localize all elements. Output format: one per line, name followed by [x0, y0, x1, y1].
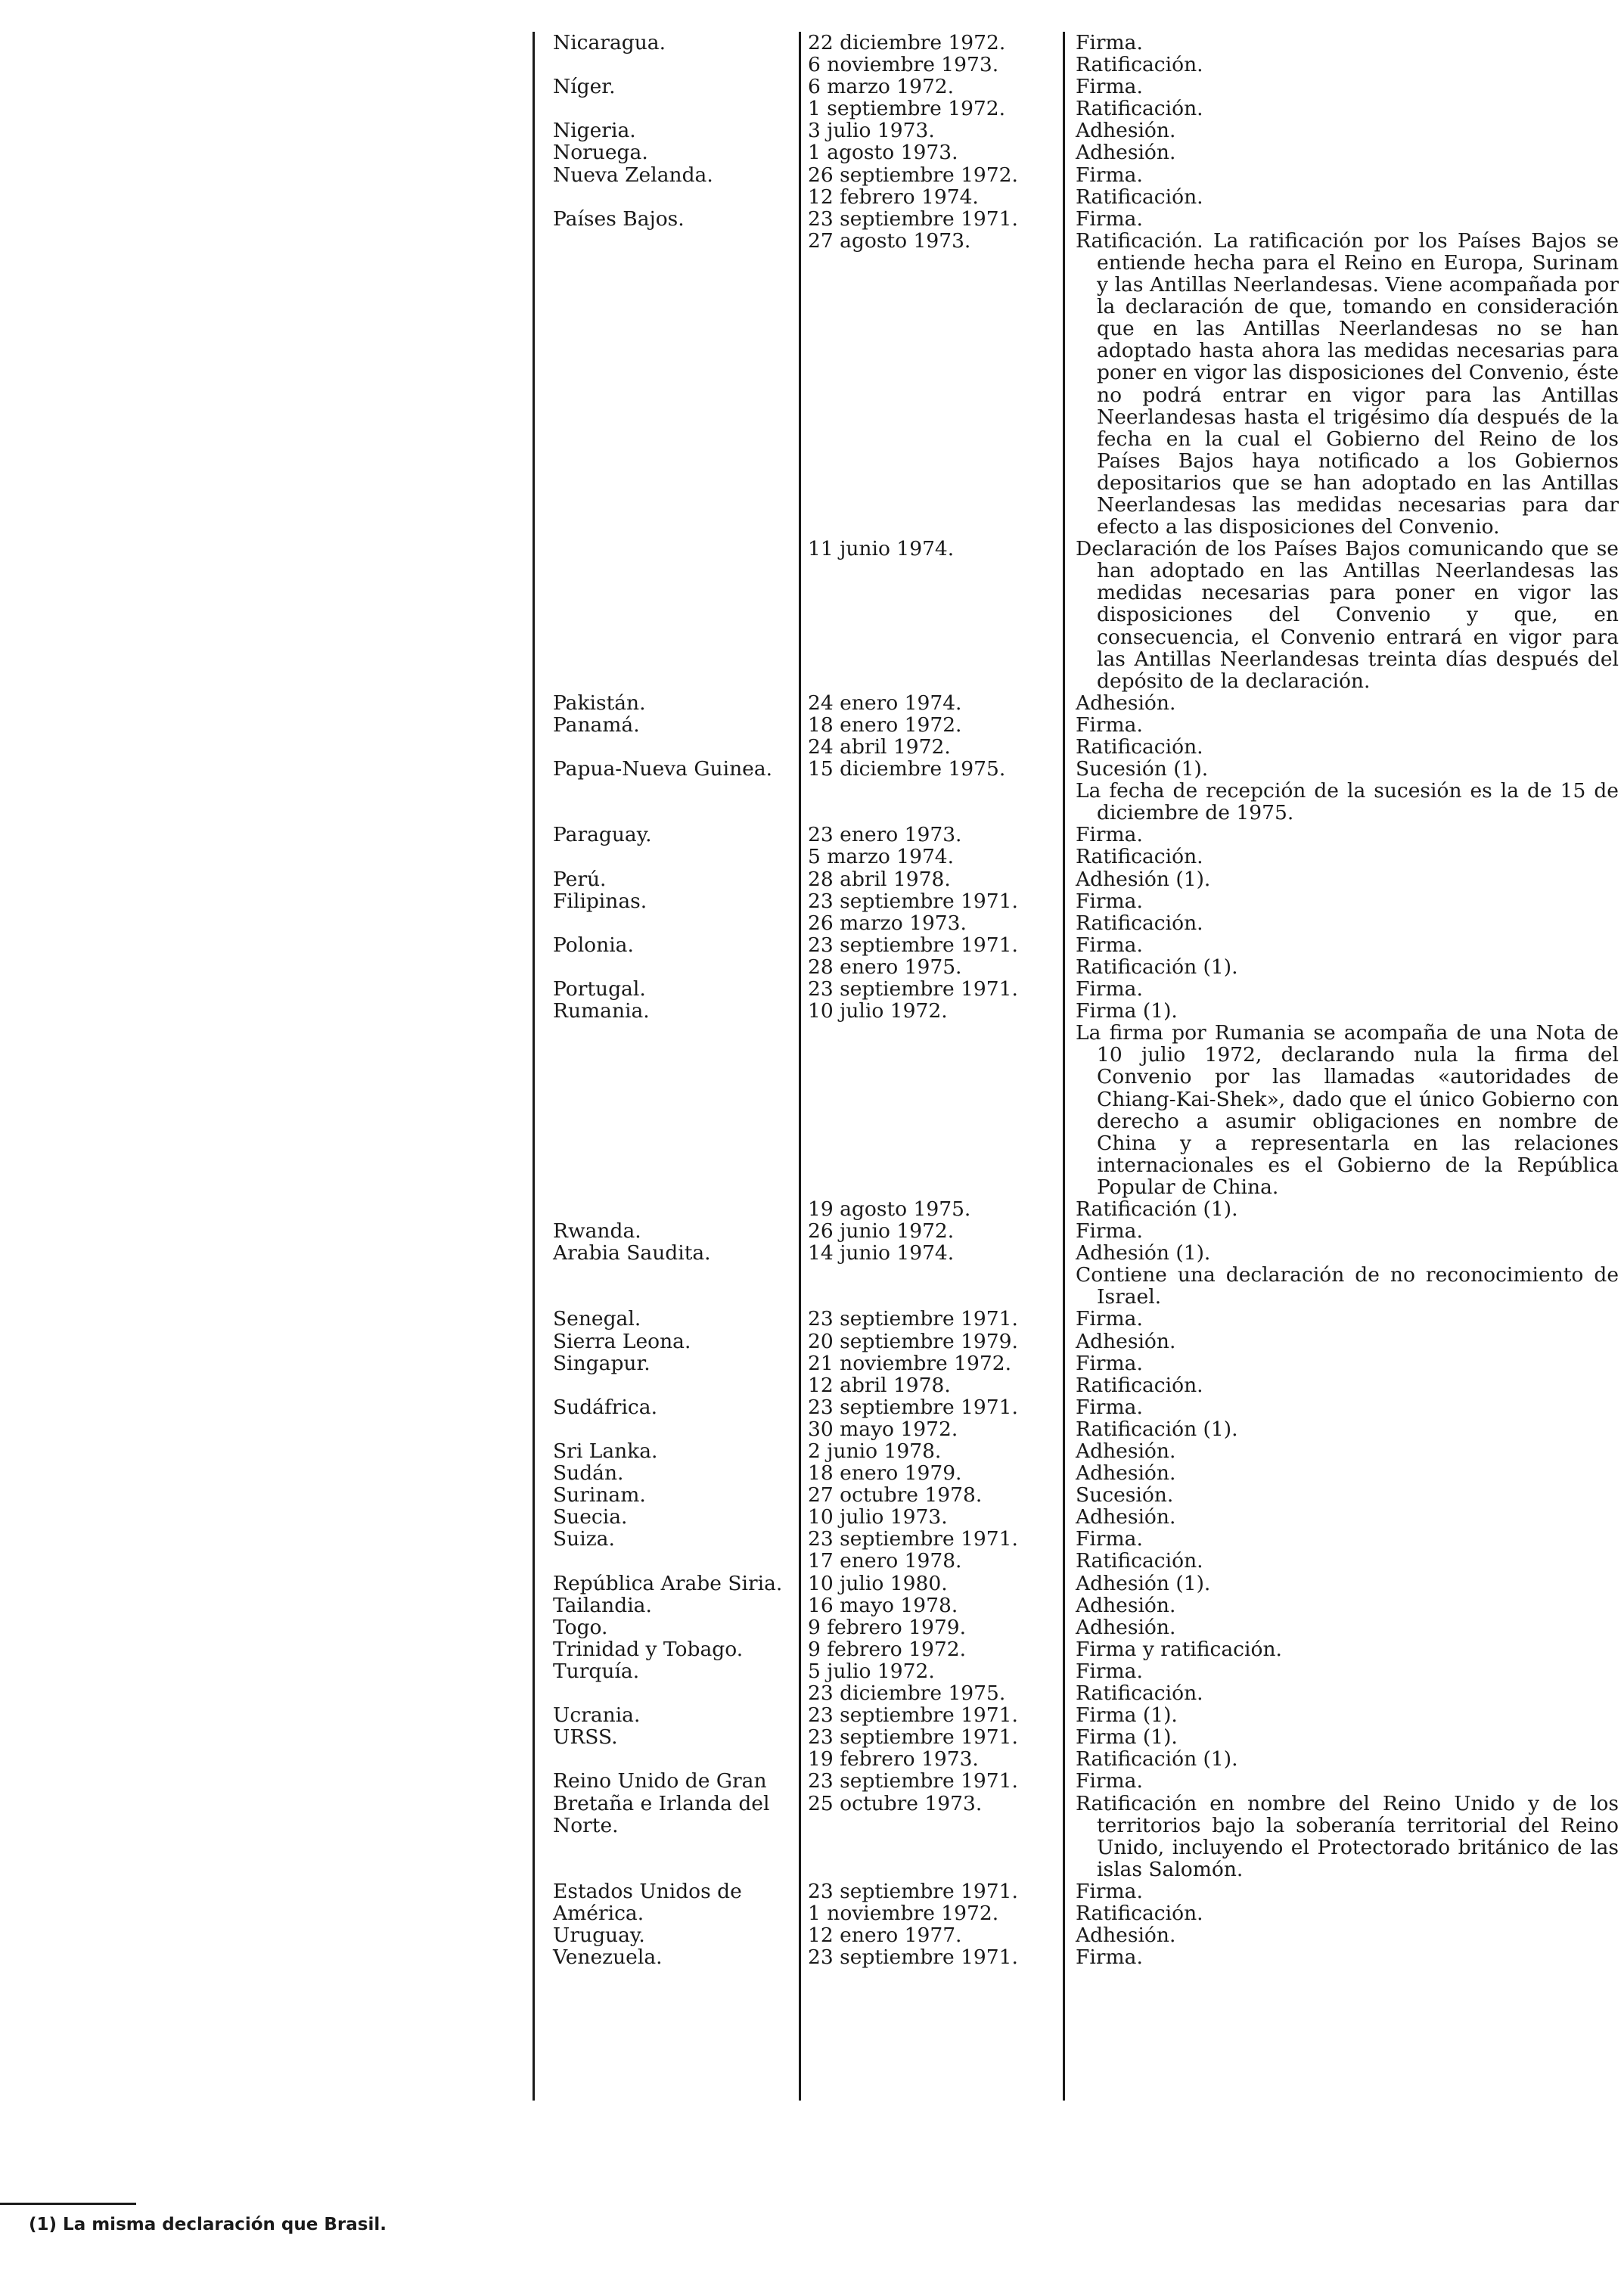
table-row — [533, 1506, 1622, 1528]
dates-cell — [799, 1528, 1070, 1572]
actions-cell — [1070, 120, 1622, 141]
action-text: Firma (1). — [1076, 999, 1178, 1023]
actions-cell — [1070, 1440, 1622, 1462]
actions-cell — [1070, 1484, 1622, 1506]
date: 24 enero 1974. — [808, 691, 962, 715]
actions-cell — [1070, 1660, 1622, 1704]
dates-cell — [799, 1396, 1070, 1440]
country-name: Uruguay. — [553, 1924, 645, 1948]
action-text: Adhesión. — [1076, 1329, 1176, 1353]
dates-cell — [799, 1880, 1070, 1924]
action-text: Ratificación. — [1076, 1373, 1203, 1397]
table-row — [533, 824, 1622, 868]
action-text: Ratificación. — [1076, 185, 1203, 209]
date: 16 mayo 1978. — [808, 1593, 958, 1617]
action-text: Ratificación. — [1076, 1681, 1203, 1706]
date: 21 noviembre 1972. — [808, 1351, 1012, 1375]
country-name: Filipinas. — [553, 889, 647, 913]
actions-cell — [1070, 230, 1622, 538]
table-row — [533, 1308, 1622, 1330]
action-text: Adhesión. — [1076, 691, 1176, 715]
table-row — [533, 1462, 1622, 1484]
action-text: Ratificación. — [1076, 53, 1203, 77]
country-name: Togo. — [553, 1615, 608, 1639]
dates-cell — [799, 714, 1070, 758]
actions-cell — [1070, 1924, 1622, 1946]
action-text: Adhesión (1). — [1076, 867, 1211, 891]
dates-cell — [799, 1198, 1070, 1220]
dates-cell — [799, 692, 1070, 714]
date: 30 mayo 1972. — [808, 1417, 958, 1441]
action-text: Sucesión. — [1076, 1483, 1174, 1508]
date: 1 agosto 1973. — [808, 141, 958, 165]
actions-cell — [1070, 1616, 1622, 1638]
date: 23 septiembre 1971. — [808, 1527, 1018, 1551]
dates-cell — [799, 978, 1070, 1000]
country-name: Panamá. — [553, 713, 640, 737]
table-row — [533, 32, 1622, 76]
date: 14 junio 1974. — [808, 1241, 955, 1265]
country-name: Níger. — [553, 75, 616, 99]
action-text: Ratificación. — [1076, 1549, 1203, 1573]
action-text: Adhesión. — [1076, 1615, 1176, 1639]
actions-cell — [1070, 758, 1622, 824]
actions-cell — [1070, 1396, 1622, 1440]
actions-cell — [1070, 1770, 1622, 1880]
table-row — [533, 1484, 1622, 1506]
date: 23 septiembre 1971. — [808, 933, 1018, 957]
dates-cell — [799, 230, 1070, 538]
dates-cell — [799, 1638, 1070, 1660]
action-text: Firma. — [1076, 1351, 1143, 1375]
date: 6 marzo 1972. — [808, 75, 955, 99]
table-row — [533, 1242, 1622, 1308]
actions-cell — [1070, 1462, 1622, 1484]
action-text: Firma. — [1076, 1659, 1143, 1683]
date: 23 diciembre 1975. — [808, 1681, 1006, 1706]
action-text: Ratificación (1). — [1076, 955, 1238, 979]
country-name: Papua-Nueva Guinea. — [553, 757, 773, 781]
dates-cell — [799, 164, 1070, 208]
dates-cell — [799, 1506, 1070, 1528]
country-name: Suiza. — [553, 1527, 615, 1551]
actions-cell — [1070, 208, 1622, 230]
date: 19 febrero 1973. — [808, 1747, 979, 1772]
actions-cell — [1070, 692, 1622, 714]
date: 23 septiembre 1971. — [808, 206, 1018, 231]
dates-cell — [799, 1616, 1070, 1638]
dates-cell — [799, 1946, 1070, 1968]
country-name: Singapur. — [553, 1351, 651, 1375]
country-name: Suecia. — [553, 1505, 628, 1529]
actions-cell — [1070, 1352, 1622, 1396]
table-row — [533, 208, 1622, 230]
country-name: Noruega. — [553, 141, 648, 165]
dates-cell — [799, 1352, 1070, 1396]
dates-cell — [799, 538, 1070, 692]
country-name: Perú. — [553, 867, 607, 891]
country-name: Nigeria. — [553, 119, 636, 143]
actions-cell — [1070, 978, 1622, 1000]
date: 26 septiembre 1972. — [808, 163, 1018, 187]
dates-cell — [799, 1000, 1070, 1198]
date: 22 diciembre 1972. — [808, 31, 1006, 54]
country-name: Sudáfrica. — [553, 1395, 657, 1419]
country-name — [533, 230, 799, 538]
action-text: Ratificación (1). — [1076, 1197, 1238, 1221]
country-name — [533, 1198, 799, 1220]
dates-cell — [799, 1331, 1070, 1352]
country-name: URSS. — [553, 1725, 618, 1750]
table-row — [533, 1573, 1622, 1595]
action-text: Ratificación (1). — [1076, 1747, 1238, 1772]
dates-cell — [799, 32, 1070, 76]
table-row — [533, 538, 1622, 692]
actions-cell — [1070, 1308, 1622, 1330]
date: 28 enero 1975. — [808, 955, 962, 979]
table-row — [533, 120, 1622, 141]
date: 23 septiembre 1971. — [808, 1703, 1018, 1728]
table-row — [533, 1770, 1622, 1880]
date: 18 enero 1979. — [808, 1461, 962, 1486]
date: 12 abril 1978. — [808, 1373, 951, 1397]
actions-cell — [1070, 1880, 1622, 1924]
country-name: Tailandia. — [553, 1593, 652, 1617]
actions-cell — [1070, 824, 1622, 868]
date: 1 noviembre 1972. — [808, 1901, 999, 1925]
date: 11 junio 1974. — [808, 537, 955, 561]
action-text: Firma. — [1076, 713, 1143, 737]
action-text: Firma y ratificación. — [1076, 1637, 1282, 1661]
date: 10 julio 1980. — [808, 1571, 948, 1595]
action-text: Firma. — [1076, 31, 1143, 54]
table-row — [533, 1198, 1622, 1220]
date: 12 enero 1977. — [808, 1924, 962, 1948]
actions-cell — [1070, 1000, 1622, 1198]
table-row — [533, 1880, 1622, 1924]
actions-cell — [1070, 868, 1622, 890]
table-row — [533, 1638, 1622, 1660]
dates-cell — [799, 208, 1070, 230]
actions-cell — [1070, 1946, 1622, 1968]
action-text: Adhesión. — [1076, 1439, 1176, 1463]
action-text: La fecha de recepción de la sucesión es la de 15 de diciembre de 1975. — [1076, 779, 1619, 825]
actions-cell — [1070, 32, 1622, 76]
dates-cell — [799, 1726, 1070, 1770]
actions-cell — [1070, 76, 1622, 120]
dates-cell — [799, 1924, 1070, 1946]
country-name: Paraguay. — [553, 823, 652, 847]
action-text: Adhesión. — [1076, 141, 1176, 165]
actions-cell — [1070, 1638, 1622, 1660]
country-name: Rumania. — [553, 999, 650, 1023]
date: 3 julio 1973. — [808, 119, 935, 143]
action-text: Firma. — [1076, 933, 1143, 957]
dates-cell — [799, 76, 1070, 120]
table-row — [533, 1726, 1622, 1770]
action-text: Firma. — [1076, 163, 1143, 187]
action-text: Firma. — [1076, 977, 1143, 1001]
action-text: Ratificación (1). — [1076, 1417, 1238, 1441]
action-text: Ratificación en nombre del Reino Unido y de los territorios bajo la soberanía territorial del Reino Unido, incluyendo el Protectorado británico de las islas Salomón. — [1076, 1791, 1619, 1881]
table-row — [533, 868, 1622, 890]
date: 24 abril 1972. — [808, 735, 951, 759]
action-text: Firma. — [1076, 889, 1143, 913]
action-text: Contiene una declaración de no reconocimiento de Israel. — [1076, 1263, 1619, 1309]
table-row — [533, 1946, 1622, 1968]
table-row — [533, 1595, 1622, 1616]
date: 18 enero 1972. — [808, 713, 962, 737]
actions-cell — [1070, 1198, 1622, 1220]
country-name: Sudán. — [553, 1461, 624, 1486]
country-name: Venezuela. — [553, 1945, 663, 1970]
action-text: Firma. — [1076, 1219, 1143, 1244]
actions-cell — [1070, 1573, 1622, 1595]
table-row — [533, 1704, 1622, 1726]
table-row — [533, 141, 1622, 163]
actions-cell — [1070, 141, 1622, 163]
table-row — [533, 230, 1622, 538]
date: 19 agosto 1975. — [808, 1197, 971, 1221]
date: 15 diciembre 1975. — [808, 757, 1006, 781]
table-row — [533, 1000, 1622, 1198]
action-text: Adhesión. — [1076, 1461, 1176, 1486]
country-name: Nicaragua. — [553, 31, 666, 54]
date: 10 julio 1972. — [808, 999, 948, 1023]
date: 5 marzo 1974. — [808, 845, 955, 869]
action-text: Firma. — [1076, 1879, 1143, 1903]
date: 23 septiembre 1971. — [808, 1395, 1018, 1419]
table-row — [533, 76, 1622, 120]
table-row — [533, 1396, 1622, 1440]
dates-cell — [799, 1220, 1070, 1242]
date: 23 enero 1973. — [808, 823, 962, 847]
action-text: Firma. — [1076, 823, 1143, 847]
action-text: Firma. — [1076, 1769, 1143, 1793]
date: 23 septiembre 1971. — [808, 1725, 1018, 1750]
country-name: Pakistán. — [553, 691, 646, 715]
dates-cell — [799, 758, 1070, 824]
actions-cell — [1070, 1220, 1622, 1242]
action-text: Adhesión. — [1076, 119, 1176, 143]
date: 9 febrero 1979. — [808, 1615, 966, 1639]
date: 26 marzo 1973. — [808, 911, 967, 935]
action-text: Ratificación. — [1076, 735, 1203, 759]
actions-cell — [1070, 1704, 1622, 1726]
country-name: Surinam. — [553, 1483, 646, 1508]
country-name: Arabia Saudita. — [553, 1241, 711, 1265]
action-text: Adhesión. — [1076, 1505, 1176, 1529]
date: 20 septiembre 1979. — [808, 1329, 1018, 1353]
country-name: Polonia. — [553, 933, 634, 957]
country-name: Rwanda. — [553, 1219, 641, 1244]
actions-cell — [1070, 1242, 1622, 1308]
country-name: Sri Lanka. — [553, 1439, 658, 1463]
country-name — [533, 538, 799, 692]
actions-cell — [1070, 1331, 1622, 1352]
actions-cell — [1070, 714, 1622, 758]
action-text: Firma. — [1076, 75, 1143, 99]
dates-cell — [799, 1242, 1070, 1308]
dates-cell — [799, 1573, 1070, 1595]
actions-cell — [1070, 1528, 1622, 1572]
date: 9 febrero 1972. — [808, 1637, 966, 1661]
table-row — [533, 714, 1622, 758]
dates-cell — [799, 1704, 1070, 1726]
table-row — [533, 1220, 1622, 1242]
table-row — [533, 934, 1622, 978]
table-row — [533, 978, 1622, 1000]
action-text: Adhesión (1). — [1076, 1571, 1211, 1595]
table-row — [533, 890, 1622, 934]
table-row — [533, 1660, 1622, 1704]
action-text: Firma (1). — [1076, 1703, 1178, 1728]
country-name: Países Bajos. — [553, 206, 685, 231]
date: 1 septiembre 1972. — [808, 97, 1006, 121]
dates-cell — [799, 1308, 1070, 1330]
date: 10 julio 1973. — [808, 1505, 948, 1529]
date: 27 octubre 1978. — [808, 1483, 983, 1508]
dates-cell — [799, 1595, 1070, 1616]
dates-cell — [799, 934, 1070, 978]
table-row — [533, 1924, 1622, 1946]
date: 23 septiembre 1971. — [808, 977, 1018, 1001]
action-text: Firma. — [1076, 206, 1143, 231]
table-row — [533, 692, 1622, 714]
dates-cell — [799, 1462, 1070, 1484]
date: 23 septiembre 1971. — [808, 1879, 1018, 1903]
country-name: Portugal. — [553, 977, 646, 1001]
country-name: Trinidad y Tobago. — [553, 1637, 744, 1661]
date: 23 septiembre 1971. — [808, 1945, 1018, 1970]
table-row — [533, 164, 1622, 208]
date: 27 agosto 1973. — [808, 228, 971, 253]
actions-cell — [1070, 1506, 1622, 1528]
action-text: Ratificación. La ratificación por los Países Bajos se entiende hecha para el Reino en Europa, Surinam y las Antillas Neerlandesas. Viene acompañada por la declaración de que, tomando en consideración que en las Antillas Neerlandesas no se han adoptado hasta ahora las medidas necesarias para poner en vigor las disposiciones del Convenio, éste no podrá entrar en vigor para las Antillas Neerlandesas hasta el trigésimo día después de la fecha en la cual el Gobierno del Reino de los Países Bajos haya notificado a los Gobiernos depositarios que se han adoptado en las Antillas Neerlandesas las medidas necesarias para dar efecto a las disposiciones del Convenio. — [1076, 228, 1619, 539]
country-name: República Arabe Siria. — [553, 1571, 783, 1595]
action-text: Firma. — [1076, 1395, 1143, 1419]
dates-cell — [799, 824, 1070, 868]
date: 23 septiembre 1971. — [808, 1769, 1018, 1793]
dates-cell — [799, 1440, 1070, 1462]
dates-cell — [799, 120, 1070, 141]
dates-cell — [799, 890, 1070, 934]
country-name: Ucrania. — [553, 1703, 641, 1728]
country-name: Nueva Zelanda. — [553, 163, 713, 187]
actions-cell — [1070, 934, 1622, 978]
table-row — [533, 1352, 1622, 1396]
action-text: Firma. — [1076, 1527, 1143, 1551]
table-row — [533, 1528, 1622, 1572]
date: 5 julio 1972. — [808, 1659, 935, 1683]
action-text: Firma. — [1076, 1945, 1143, 1970]
action-text: Ratificación. — [1076, 1901, 1203, 1925]
action-text: Ratificación. — [1076, 97, 1203, 121]
action-text: Adhesión. — [1076, 1593, 1176, 1617]
action-text: Firma. — [1076, 1307, 1143, 1331]
action-text: Ratificación. — [1076, 845, 1203, 869]
date: 25 octubre 1973. — [808, 1791, 983, 1815]
date: 23 septiembre 1971. — [808, 1307, 1018, 1331]
action-text: Ratificación. — [1076, 911, 1203, 935]
dates-cell — [799, 1660, 1070, 1704]
footnote: (1) La misma declaración que Brasil. — [29, 2215, 387, 2234]
country-name: Sierra Leona. — [553, 1329, 691, 1353]
dates-cell — [799, 1770, 1070, 1880]
ratification-table — [533, 32, 1622, 1968]
dates-cell — [799, 1484, 1070, 1506]
table-row — [533, 1331, 1622, 1352]
date: 2 junio 1978. — [808, 1439, 942, 1463]
actions-cell — [1070, 1595, 1622, 1616]
date: 17 enero 1978. — [808, 1549, 962, 1573]
footnote-rule — [0, 2203, 136, 2205]
country-name: Reino Unido de Gran Bretaña e Irlanda del Norte. — [553, 1769, 770, 1837]
dates-cell — [799, 868, 1070, 890]
actions-cell — [1070, 890, 1622, 934]
table-row — [533, 758, 1622, 824]
date: 6 noviembre 1973. — [808, 53, 999, 77]
date: 28 abril 1978. — [808, 867, 951, 891]
action-text: Declaración de los Países Bajos comunicando que se han adoptado en las Antillas Neerlandesas las medidas necesarias para poner en vigor las disposiciones del Convenio y que, en consecuencia, el Convenio entrará en vigor para las Antillas Neerlandesas treinta días después del depósito de la declaración. — [1076, 537, 1619, 693]
country-name: Senegal. — [553, 1307, 641, 1331]
table-row — [533, 1616, 1622, 1638]
actions-cell — [1070, 164, 1622, 208]
action-text: Adhesión. — [1076, 1924, 1176, 1948]
action-text: La firma por Rumania se acompaña de una Nota de 10 julio 1972, declarando nula la firma del Convenio por las llamadas «autoridades de Chiang-Kai-Shek», dado que el único Gobierno con derecho a asumir obligaciones en nombre de China y a representarla en las relaciones internacionales es el Gobierno de la República Popular de China. — [1076, 1021, 1619, 1199]
country-name: Estados Unidos de América. — [553, 1879, 742, 1925]
date: 12 febrero 1974. — [808, 185, 979, 209]
actions-cell — [1070, 538, 1622, 692]
table-row — [533, 1440, 1622, 1462]
date: 26 junio 1972. — [808, 1219, 955, 1244]
country-name: Turquía. — [553, 1659, 640, 1683]
dates-cell — [799, 141, 1070, 163]
action-text: Adhesión (1). — [1076, 1241, 1211, 1265]
action-text: Firma (1). — [1076, 1725, 1178, 1750]
actions-cell — [1070, 1726, 1622, 1770]
date: 23 septiembre 1971. — [808, 889, 1018, 913]
action-text: Sucesión (1). — [1076, 757, 1209, 781]
